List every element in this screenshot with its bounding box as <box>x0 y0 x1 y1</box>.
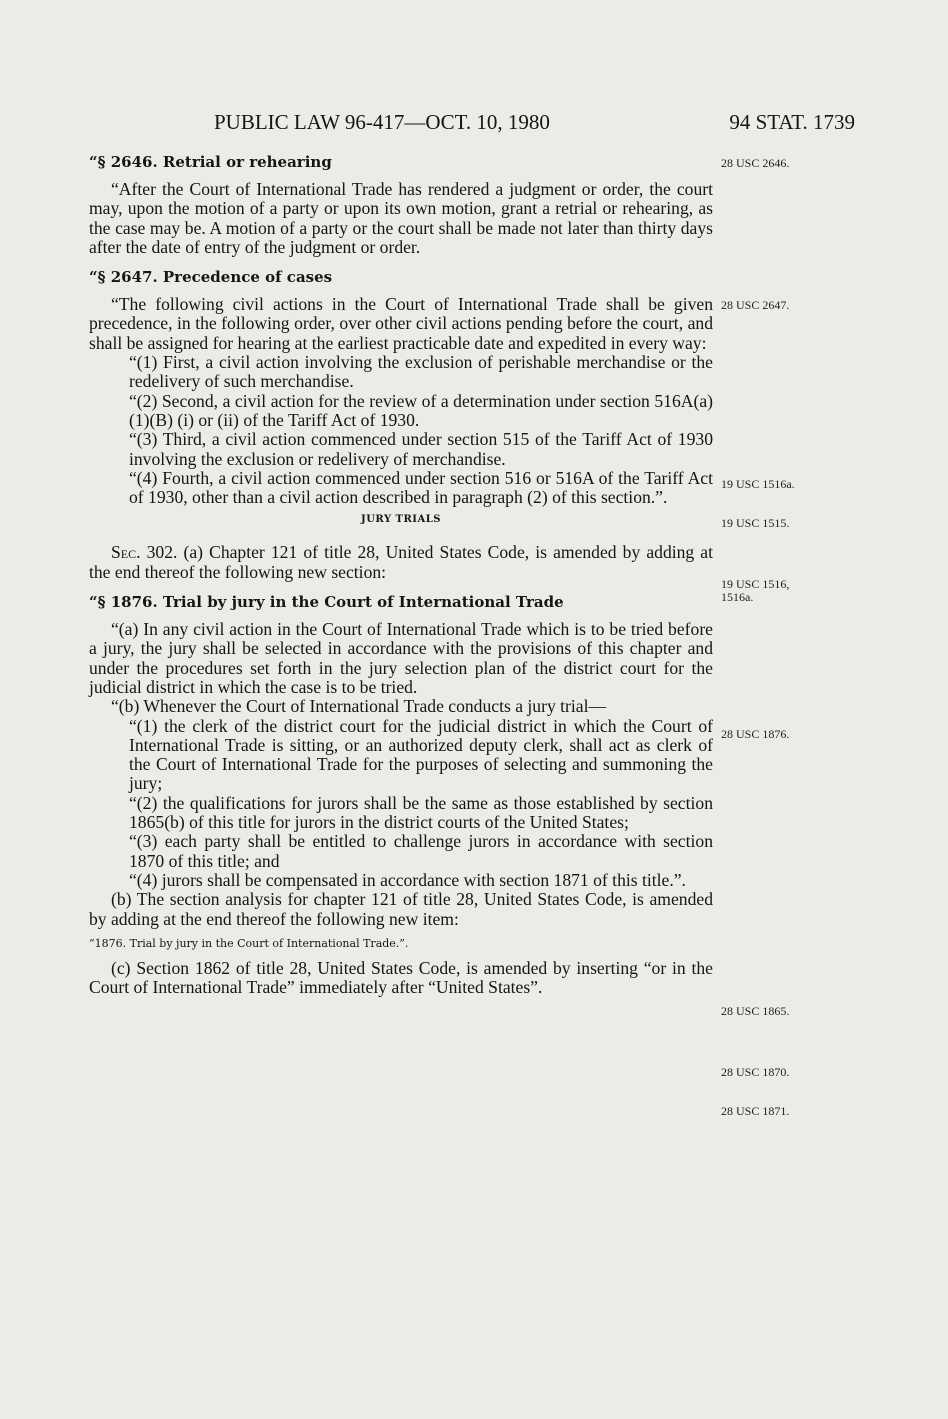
statute-body <box>89 153 713 997</box>
jury-item-3: “(3) each party shall be entitled to challenge jurors in accordance with section 1870 of this title; and <box>129 831 713 871</box>
precedence-item-4: “(4) Fourth, a civil action commenced under section 516 or 516A of the Tariff Act of 1930, other than a civil action described in paragraph (2) of this section.”. <box>129 467 713 508</box>
law-title: PUBLIC LAW 96-417—OCT. 10, 1980 <box>214 110 550 134</box>
section-1876-subsection-b: “(b) Whenever the Court of International Trade conducts a jury trial— <box>111 696 607 717</box>
section-302-intro <box>89 543 713 582</box>
precedence-item-1: “(1) First, a civil action involving the exclusion of perishable merchandise or the redelivery of such merchandise. <box>129 352 713 392</box>
precedence-item-3: “(3) Third, a civil action commenced under section 515 of the Tariff Act of 1930 involving the exclusion or redelivery of merchandise. <box>129 429 713 469</box>
section-2646-text: “After the Court of International Trade has rendered a judgment or order, the court may, upon the motion of a party or upon its own motion, grant a retrial or rehearing, as the case may be. A motion of a party or the court shall be made not later than thirty days after the date of entry of the judgment or order. <box>89 179 713 257</box>
stat-page-number: 94 STAT. 1739 <box>729 110 855 134</box>
sec-302-text: 302. (a) Chapter 121 of title 28, United States Code, is amended by adding at the end thereof the following new section: <box>89 542 713 582</box>
sec-label: Sec. <box>111 542 141 563</box>
jury-item-2: “(2) the qualifications for jurors shall be the same as those established by section 1865(b) of this title for jurors in the district courts of the United States; <box>129 792 713 833</box>
margin-note-28-usc-1871: 28 USC 1871. <box>721 1104 790 1118</box>
jury-trials-heading: JURY TRIALS <box>360 514 442 526</box>
margin-note-19-usc-1516: 19 USC 1516, 1516a. <box>721 577 790 604</box>
section-1876-heading: “§ 1876. Trial by jury in the Court of International Trade <box>89 593 564 612</box>
margin-note-28-usc-1865: 28 USC 1865. <box>721 1004 790 1018</box>
section-analysis-item: “1876. Trial by jury in the Court of International Trade.”. <box>89 936 409 950</box>
margin-note-19-usc-1515: 19 USC 1515. <box>721 516 790 530</box>
section-1876-subsection-a: “(a) In any civil action in the Court of International Trade which is to be tried before a jury, the jury shall be selected in accordance with the provisions of this chapter and under the procedures set forth in the jury selection plan of the district court for the judicial district in which the case is to be tried. <box>89 619 713 697</box>
margin-note-28-usc-2647: 28 USC 2647. <box>721 298 790 312</box>
margin-note-28-usc-1876: 28 USC 1876. <box>721 727 790 741</box>
section-2647-text: “The following civil actions in the Court of International Trade shall be given precedence, in the following order, over other civil actions pending before the court, and shall be assigned for hearing at the earliest practicable date and expedited in every way: <box>89 294 713 353</box>
margin-note-28-usc-1870: 28 USC 1870. <box>721 1065 790 1079</box>
margin-note-28-usc-2646: 28 USC 2646. <box>721 156 790 170</box>
precedence-item-2: “(2) Second, a civil action for the review of a determination under section 516A(a)(1)(B) (i) or (ii) of the Tariff Act of 1930. <box>129 390 713 430</box>
page-header <box>0 110 948 136</box>
amendment-b: (b) The section analysis for chapter 121 of title 28, United States Code, is amended by adding at the end thereof the following new item: <box>89 889 713 929</box>
margin-note-19-usc-1516a: 19 USC 1516a. <box>721 477 795 491</box>
section-2646-heading: “§ 2646. Retrial or rehearing <box>89 153 332 171</box>
section-2647-heading: “§ 2647. Precedence of cases <box>89 268 333 287</box>
amendment-c: (c) Section 1862 of title 28, United States Code, is amended by inserting “or in the Court of International Trade” immediately after “United States”. <box>89 957 713 998</box>
jury-item-4: “(4) jurors shall be compensated in accordance with section 1871 of this title.”. <box>129 869 686 890</box>
jury-item-1: “(1) the clerk of the district court for the judicial district in which the Court of International Trade is sitting, or an authorized deputy clerk, shall act as clerk of the Court of International Trade for the purposes of selecting and summoning the jury; <box>129 715 713 794</box>
